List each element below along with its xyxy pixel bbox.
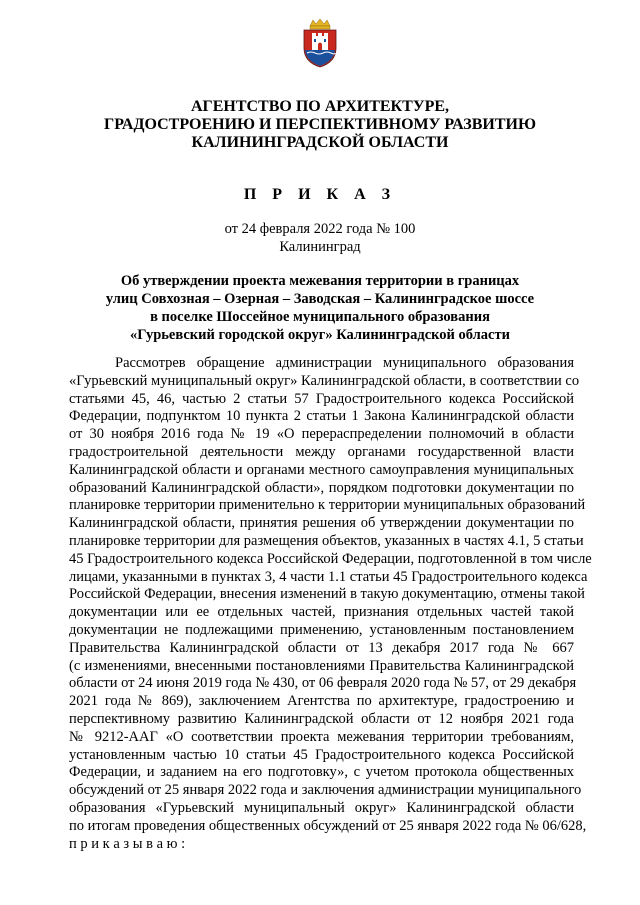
body-line: образования «Гурьевский муниципальный округ» Калининградской области — [69, 799, 574, 816]
body-line: планировке территории применительно к территории муниципальных образований — [69, 497, 586, 514]
order-city: Калининград — [279, 239, 361, 255]
body-line: № 9212-ААГ «О соответствии проекта межевания территории требованиям, — [69, 728, 574, 745]
body-line: Правительства Калининградской области от 13 декабря 2017 года № 667 — [69, 639, 574, 656]
subject-line: в поселке Шоссейное муниципального образования — [150, 309, 490, 325]
order-title: П Р И К А З — [243, 186, 397, 203]
body-line: «Гурьевский муниципальный округ» Калининградской области, в соответствии со — [69, 372, 580, 389]
body-line: области от 24 июня 2019 года № 430, от 06 февраля 2020 года № 57, от 29 декабря — [69, 675, 577, 692]
body-line: планировке территории для размещения объектов, указанных в частях 4.1, 5 статьи — [69, 532, 584, 549]
body-line: (с изменениями, внесенными постановлениями Правительства Калининградской — [69, 657, 574, 674]
subject-line: улиц Совхозная – Озерная – Заводская – Калининградское шоссе — [105, 291, 535, 307]
body-line: лицами, указанными в пунктах 3, 4 части 1.1 статьи 45 Градостроительного кодекса — [69, 568, 588, 585]
body-line: образований Калининградской области», порядком подготовки документации по — [69, 479, 574, 496]
body-line: статьями 45, 46, частью 2 статьи 57 Градостроительного кодекса Российской — [69, 390, 574, 407]
body-line: 2021 года № 869), заключением Агентства по архитектуре, градостроению и — [69, 693, 574, 710]
order-subject — [60, 272, 580, 344]
agency-line: КАЛИНИНГРАДСКОЙ ОБЛАСТИ — [191, 134, 449, 151]
order-date-block — [0, 220, 640, 256]
agency-line: ГРАДОСТРОЕНИЮ И ПЕРСПЕКТИВНОМУ РАЗВИТИЮ — [104, 116, 536, 133]
body-line: п р и к а з ы в а ю : — [69, 835, 186, 852]
body-line: градостроительной деятельности между органами государственной власти — [69, 443, 574, 460]
body-line: Калининградской области и органами местного самоуправления муниципальных — [69, 461, 574, 478]
body-line: по итогам проведения общественных обсуждений от 25 января 2022 года № 06/628, — [69, 817, 587, 834]
subject-line: Об утверждении проекта межевания территории в границах — [120, 273, 520, 289]
body-line: 45 Градостроительного кодекса Российской Федерации, подготовленной в том числе — [69, 550, 592, 567]
body-line: Федерации, и заданием на его подготовку», с учетом протокола общественных — [69, 764, 574, 781]
agency-line: АГЕНТСТВО ПО АРХИТЕКТУРЕ, — [190, 98, 450, 115]
body-line: Федерации, подпунктом 10 пункта 2 статьи 1 Закона Калининградской области — [69, 408, 574, 425]
body-line: документации не подлежащими применению, установленным постановлением — [69, 621, 574, 638]
order-body — [69, 355, 592, 853]
body-line: обсуждений от 25 января 2022 года и заключения администрации муниципального — [69, 782, 582, 799]
subject-line: «Гурьевский городской округ» Калининградской области — [130, 327, 510, 343]
body-line: Российской Федерации, внесения изменений в такую документацию, отмены такой — [69, 586, 585, 603]
body-line: Калининградской области, принятия решения об утверждении документации по — [69, 515, 574, 532]
agency-name — [60, 98, 580, 152]
body-line: документации или ее отдельных частей, признания отдельных частей такой — [69, 604, 574, 621]
body-line: Рассмотрев обращение администрации муниципального образования — [115, 355, 574, 371]
body-line: перспективному развитию Калининградской области от 12 ноября 2021 года — [69, 710, 574, 727]
order-date: от 24 февраля 2022 года № 100 — [224, 221, 416, 237]
body-line: установленным частью 10 статьи 45 Градостроительного кодекса Российской — [69, 746, 574, 763]
kaliningrad-coat-of-arms-icon — [301, 18, 339, 68]
body-line: от 30 ноября 2016 года № 19 «О перераспределении полномочий в области — [69, 426, 574, 443]
